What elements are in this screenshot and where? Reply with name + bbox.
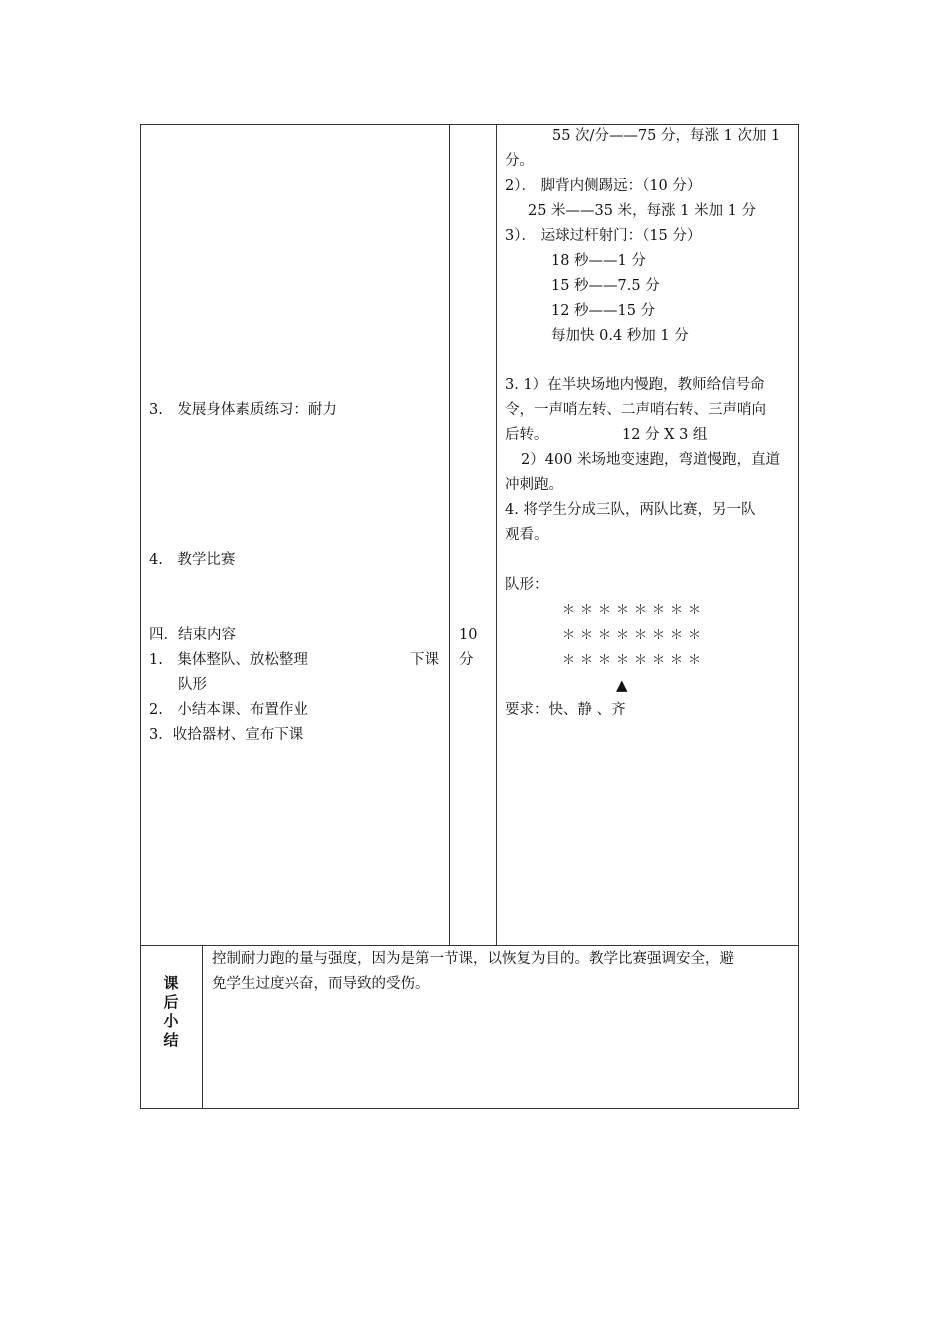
method-3-line-3a: 后转。: [505, 427, 549, 443]
scoring-line-6: 18 秒——1 分: [551, 253, 646, 269]
method-4-line-2: 观看。: [505, 527, 549, 543]
summary-divider: [140, 945, 799, 946]
scoring-line-5: 3）． 运球过杆射门：（15 分）: [505, 228, 702, 244]
column-divider-left: [449, 124, 450, 946]
teacher-position-icon: ▲: [616, 676, 628, 694]
summary-label-divider: [202, 945, 203, 1109]
summary-label-char-1: 课: [163, 974, 179, 992]
column-divider-right: [496, 124, 497, 946]
scoring-line-8: 12 秒——15 分: [551, 303, 656, 319]
ending-item-3: 3．收拾器材、宣布下课: [149, 727, 304, 743]
ending-item-2: 2. 小结本课、布置作业: [149, 702, 308, 718]
content-item-4: 4. 教学比赛: [149, 552, 236, 568]
summary-text-line-1: 控制耐力跑的量与强度，因为是第一节课，以恢复为目的。教学比赛强调安全，避: [212, 951, 734, 967]
ending-item-1-continued: 队形: [178, 677, 207, 693]
summary-text-line-2: 免学生过度兴奋，而导致的受伤。: [212, 976, 430, 992]
content-item-3: 3. 发展身体素质练习：耐力: [149, 402, 337, 418]
method-3-line-5: 冲刺跑。: [505, 477, 563, 493]
summary-label-char-4: 结: [163, 1031, 179, 1049]
scoring-line-7: 15 秒——7.5 分: [551, 278, 660, 294]
scoring-line-1: 55 次/分——75 分，每涨 1 次加 1: [552, 128, 781, 144]
scoring-line-3: 2）． 脚背内侧踢远：（10 分）: [505, 178, 702, 194]
requirement-text: 要求：快、静 、齐: [505, 702, 626, 718]
method-3-line-1: 3. 1）在半块场地内慢跑，教师给信号命: [505, 377, 765, 393]
formation-row-2: ＊＊＊＊＊＊＊＊: [562, 628, 707, 643]
scoring-line-2: 分。: [505, 153, 534, 169]
method-4-line-1: 4. 将学生分成三队，两队比赛，另一队: [505, 502, 756, 518]
ending-item-1: 1. 集体整队、放松整理: [149, 652, 308, 668]
ending-item-1-right: 下课: [410, 652, 439, 668]
scoring-line-9: 每加快 0.4 秒加 1 分: [551, 328, 689, 344]
scoring-line-4: 25 米——35 米，每涨 1 米加 1 分: [528, 203, 757, 219]
formation-label: 队形：: [505, 577, 549, 593]
section-title-ending: 四．结束内容: [149, 627, 236, 643]
formation-row-1: ＊＊＊＊＊＊＊＊: [562, 603, 707, 618]
method-3-line-3b: 12 分 X 3 组: [622, 427, 708, 443]
time-minutes: 10: [459, 627, 478, 643]
formation-row-3: ＊＊＊＊＊＊＊＊: [562, 653, 707, 668]
summary-label: [161, 974, 181, 1050]
time-unit: 分: [459, 652, 474, 668]
method-3-line-4: 2）400 米场地变速跑，弯道慢跑，直道: [521, 452, 781, 468]
method-3-line-2: 令，一声哨左转、二声哨右转、三声哨向: [505, 402, 766, 418]
summary-label-char-2: 后: [163, 993, 179, 1011]
summary-label-char-3: 小: [163, 1012, 179, 1030]
